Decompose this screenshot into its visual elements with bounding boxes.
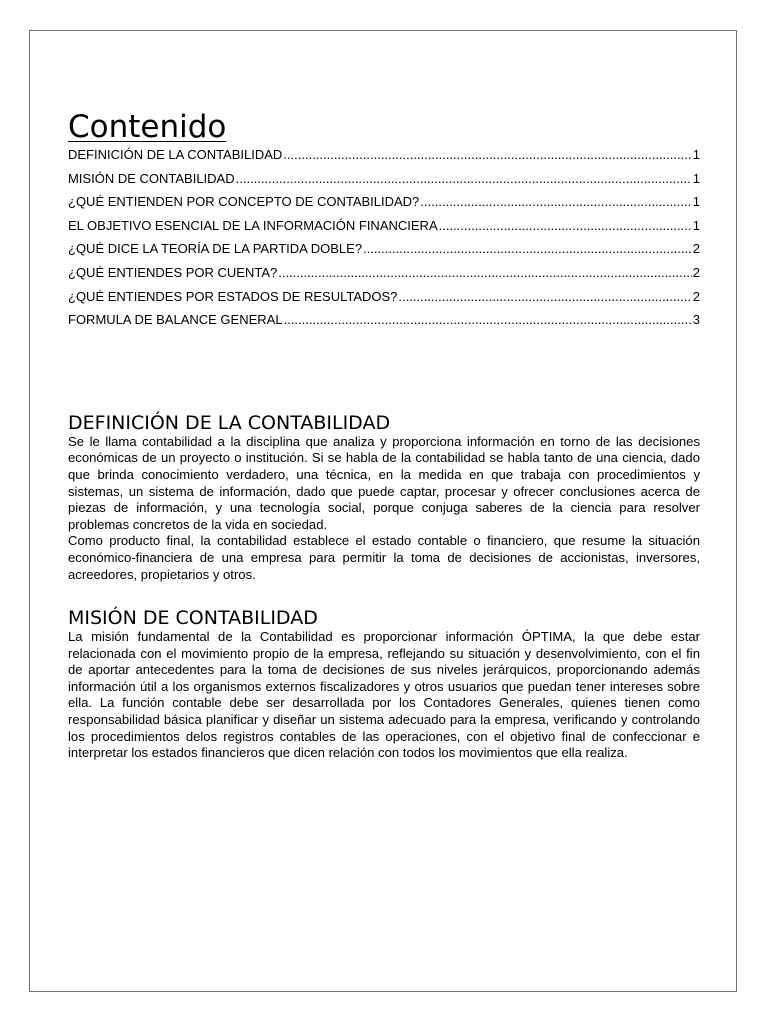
toc-entry-label: ¿QUÉ DICE LA TEORÍA DE LA PARTIDA DOBLE?: [68, 241, 363, 257]
toc-dot-leader: [363, 241, 692, 256]
toc-dot-leader: [278, 265, 692, 280]
toc-dot-leader: [236, 171, 692, 186]
toc-entry-page: 1: [692, 194, 700, 210]
toc-entry-page: 2: [692, 264, 700, 280]
table-of-contents: [68, 147, 700, 336]
section-heading-mision: MISIÓN DE CONTABILIDAD: [68, 607, 318, 630]
document-page: [29, 30, 737, 992]
toc-title: Contenido: [68, 109, 227, 145]
toc-entry-page: 1: [692, 147, 700, 162]
toc-entry-page: 2: [692, 288, 700, 304]
toc-entry-page: 2: [692, 241, 700, 257]
toc-entry[interactable]: [68, 218, 700, 242]
toc-entry-label: ¿QUÉ ENTIENDES POR ESTADOS DE RESULTADOS?: [68, 288, 398, 304]
toc-entry[interactable]: [68, 194, 700, 218]
toc-entry-label: FORMULA DE BALANCE GENERAL: [68, 312, 283, 328]
toc-dot-leader: [420, 194, 691, 209]
toc-entry-label: EL OBJETIVO ESENCIAL DE LA INFORMACIÓN FINANCIERA: [68, 217, 438, 233]
toc-entry-page: 1: [692, 170, 700, 186]
toc-entry-label: ¿QUÉ ENTIENDES POR CUENTA?: [68, 264, 278, 280]
toc-entry[interactable]: [68, 265, 700, 289]
toc-dot-leader: [283, 147, 691, 162]
toc-entry-label: ¿QUÉ ENTIENDEN POR CONCEPTO DE CONTABILIDAD?: [68, 194, 420, 210]
toc-entry[interactable]: [68, 312, 700, 336]
toc-entry-label: DEFINICIÓN DE LA CONTABILIDAD: [68, 147, 283, 162]
toc-entry-page: 3: [692, 312, 700, 328]
toc-dot-leader: [284, 312, 692, 327]
toc-dot-leader: [398, 289, 691, 304]
toc-entry[interactable]: [68, 147, 700, 171]
page-content: [68, 109, 700, 762]
section-heading-definicion: DEFINICIÓN DE LA CONTABILIDAD: [68, 411, 391, 434]
toc-entry[interactable]: [68, 171, 700, 195]
toc-dot-leader: [439, 218, 692, 233]
section-paragraph: La misión fundamental de la Contabilidad es proporcionar información ÓPTIMA, la que debe estar relacionada con el movimiento propio de la empresa, reflejando su situación y desenvolvimiento, con el fin de aportar antecedentes para la toma de decisiones de sus niveles jerárquicos, proporcionando además información útil a los organismos externos fiscalizadores y otros usuarios que puedan tener intereses sobre ella. La función contable debe ser desarrollada por los Contadores Generales, quienes tienen como responsabilidad básica planificar y diseñar un sistema adecuado para la empresa, verificando y controlando los procedimientos delos registros contables de las operaciones, con el objetivo final de confeccionar e interpretar los estados financieros que dicen relación con todos los movimientos que ella realiza.: [68, 629, 700, 761]
toc-entry[interactable]: [68, 289, 700, 313]
toc-entry-page: 1: [692, 217, 700, 233]
section-paragraph: Como producto final, la contabilidad establece el estado contable o financiero, que resume la situación económico-financiera de una empresa para permitir la toma de decisiones de accionistas, inversores, acreedores, propietarios y otros.: [68, 533, 700, 582]
toc-entry-label: MISIÓN DE CONTABILIDAD: [68, 170, 235, 186]
toc-entry[interactable]: [68, 241, 700, 265]
section-paragraph: Se le llama contabilidad a la disciplina que analiza y proporciona información en torno de las decisiones económicas de un proyecto o institución. Si se habla de la contabilidad se habla tanto de una ciencia, dado que brinda conocimiento verdadero, una técnica, en la medida en que trabaja con procedimientos y sistemas, un sistema de información, dado que puede captar, procesar y ofrecer conclusiones acerca de piezas de información, y una tecnología social, porque conjuga saberes de la ciencia para resolver problemas concretos de la vida en sociedad.: [68, 433, 700, 532]
